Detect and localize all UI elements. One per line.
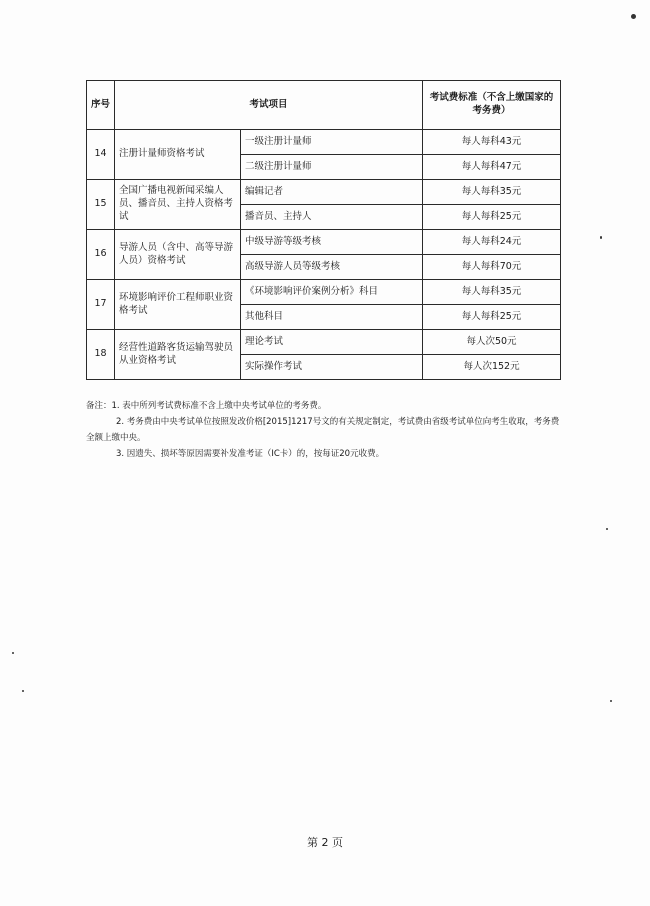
- exam-subject: 实际操作考试: [241, 355, 423, 380]
- exam-subject: 理论考试: [241, 330, 423, 355]
- exam-fee: 每人每科25元: [423, 305, 561, 330]
- table-row: [87, 180, 561, 205]
- notes-section: [86, 398, 562, 462]
- exam-name: 全国广播电视新闻采编人员、播音员、主持人资格考试: [115, 180, 241, 230]
- note-2: 2. 考务费由中央考试单位按照发改价格[2015]1217号文的有关规定制定，考试费由省级考试单位向考生收取，考务费全额上缴中央。: [86, 417, 560, 443]
- scan-speck: [600, 236, 602, 239]
- row-num: 16: [87, 230, 115, 280]
- scan-speck: [606, 528, 608, 530]
- header-num: 序号: [87, 81, 115, 130]
- exam-subject: 其他科目: [241, 305, 423, 330]
- table-row: [87, 280, 561, 305]
- exam-name: 注册计量师资格考试: [115, 130, 241, 180]
- exam-subject: 播音员、主持人: [241, 205, 423, 230]
- page-number: 第 2 页: [307, 836, 343, 849]
- row-num: 17: [87, 280, 115, 330]
- exam-fee: 每人次50元: [423, 330, 561, 355]
- header-item: 考试项目: [115, 81, 423, 130]
- exam-subject: 一级注册计量师: [241, 130, 423, 155]
- exam-fee: 每人每科70元: [423, 255, 561, 280]
- scan-speck: [22, 690, 24, 692]
- exam-name: 导游人员（含中、高等导游人员）资格考试: [115, 230, 241, 280]
- table-row: [87, 230, 561, 255]
- header-fee: 考试费标准（不含上缴国家的考务费）: [423, 81, 561, 130]
- exam-fee: 每人每科35元: [423, 180, 561, 205]
- exam-subject: 《环境影响评价案例分析》科目: [241, 280, 423, 305]
- exam-fee: 每人每科24元: [423, 230, 561, 255]
- row-num: 15: [87, 180, 115, 230]
- exam-fee: 每人每科25元: [423, 205, 561, 230]
- table-row: [87, 330, 561, 355]
- note-3: 3. 因遗失、损坏等原因需要补发准考证（IC卡）的，按每证20元收费。: [116, 449, 385, 459]
- exam-fee: 每人每科47元: [423, 155, 561, 180]
- exam-fee: 每人每科35元: [423, 280, 561, 305]
- exam-name: 经营性道路客货运输驾驶员从业资格考试: [115, 330, 241, 380]
- exam-name: 环境影响评价工程师职业资格考试: [115, 280, 241, 330]
- row-num: 14: [87, 130, 115, 180]
- table-row: [87, 130, 561, 155]
- exam-fee: 每人次152元: [423, 355, 561, 380]
- row-num: 18: [87, 330, 115, 380]
- exam-subject: 编辑记者: [241, 180, 423, 205]
- scan-speck: [12, 652, 14, 654]
- exam-subject: 二级注册计量师: [241, 155, 423, 180]
- note-1: 备注：1. 表中所列考试费标准不含上缴中央考试单位的考务费。: [86, 401, 327, 411]
- exam-fee: 每人每科43元: [423, 130, 561, 155]
- scan-speck: [631, 14, 636, 19]
- scan-speck: [610, 700, 612, 702]
- table-header-row: [87, 81, 561, 130]
- exam-subject: 中级导游等级考核: [241, 230, 423, 255]
- exam-fee-table: [86, 80, 561, 380]
- exam-subject: 高级导游人员等级考核: [241, 255, 423, 280]
